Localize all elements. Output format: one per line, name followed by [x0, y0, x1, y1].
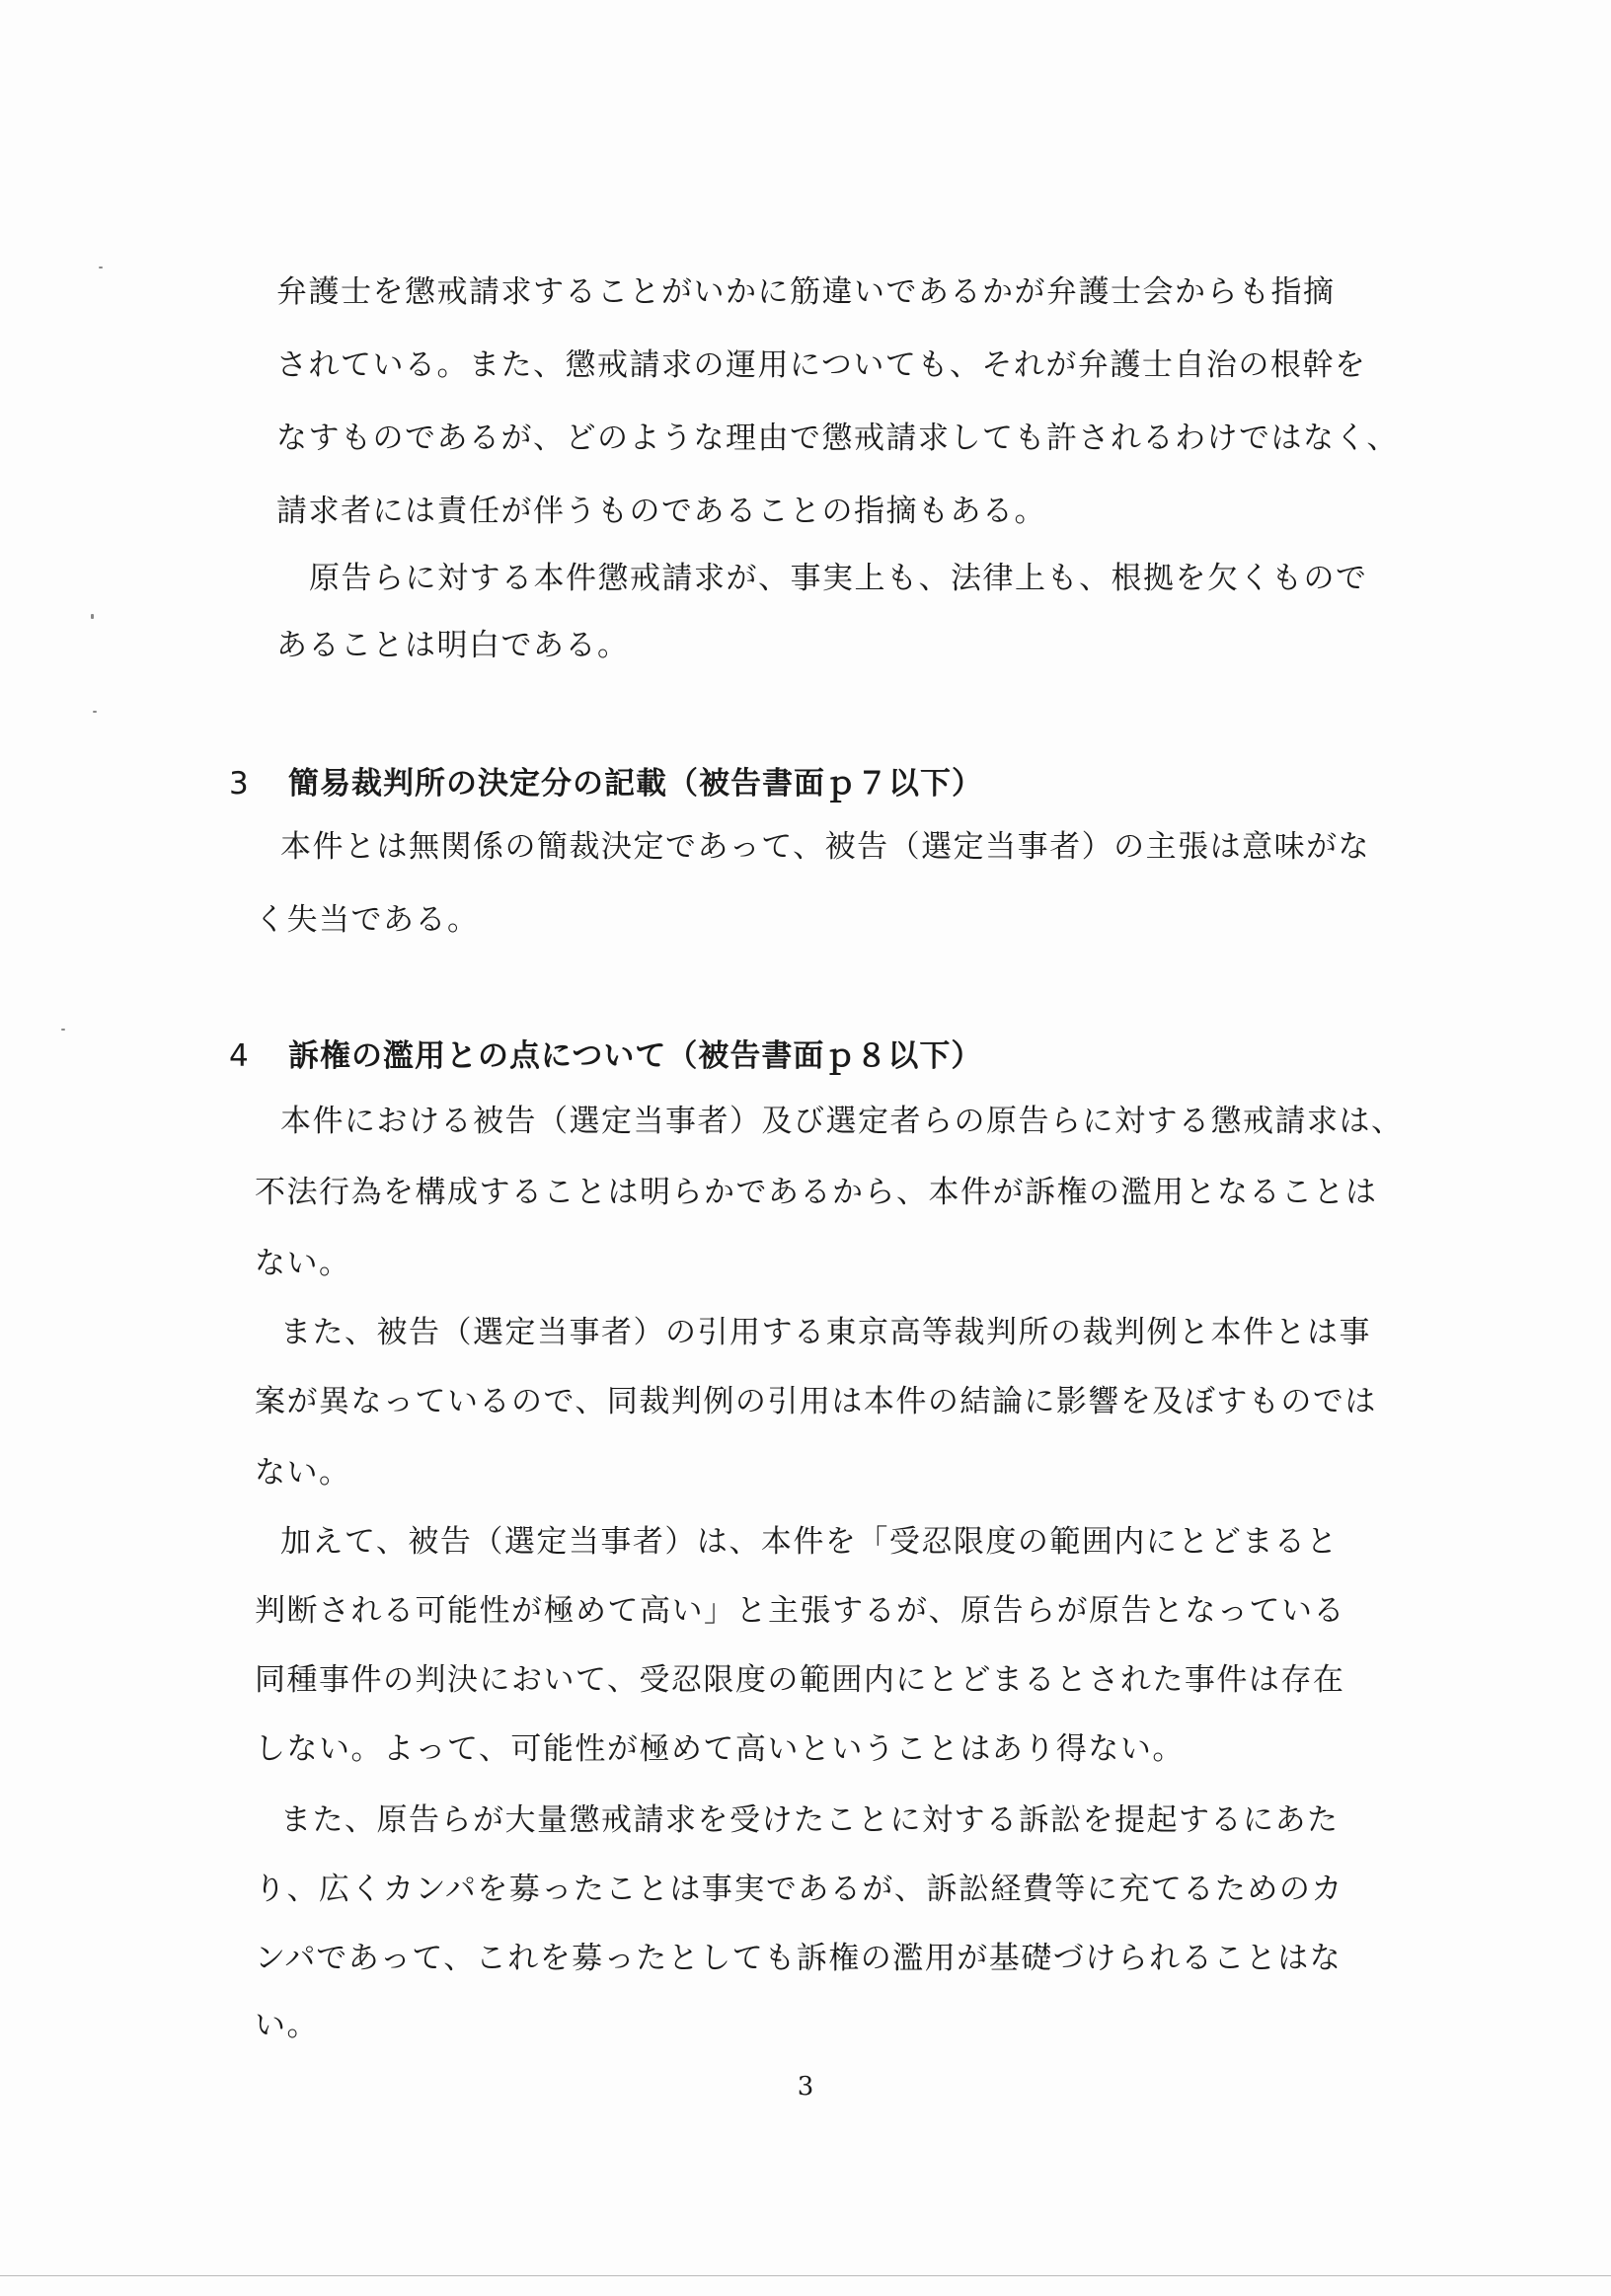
section-number: 3	[229, 766, 250, 802]
text-line: 本件における被告（選定当事者）及び選定者らの原告らに対する懲戒請求は、	[280, 1104, 1404, 1139]
text-line: 弁護士を懲戒請求することがいかに筋違いであるかが弁護士会からも指摘	[276, 274, 1336, 310]
text-line: 本件とは無関係の簡裁決定であって、被告（選定当事者）の主張は意味がな	[280, 829, 1371, 865]
text-line: 判断される可能性が極めて高い」と主張するが、原告らが原告となっている	[255, 1593, 1345, 1629]
section-heading	[229, 1036, 982, 1076]
text-line: あることは明白である。	[276, 628, 630, 663]
text-line: 同種事件の判決において、受忍限度の範囲内にとどまるとされた事件は存在	[255, 1662, 1345, 1698]
text-line: されている。また、懲戒請求の運用についても、それが弁護士自治の根幹を	[276, 347, 1367, 383]
text-line: 加えて、被告（選定当事者）は、本件を「受忍限度の範囲内にとどまると	[280, 1524, 1339, 1560]
text-line: 原告らに対する本件懲戒請求が、事実上も、法律上も、根拠を欠くもので	[309, 561, 1368, 596]
scan-speck	[61, 1029, 65, 1031]
text-line: ない。	[255, 1455, 351, 1491]
text-line: い。	[255, 2008, 319, 2043]
page-number: 3	[797, 2072, 814, 2102]
text-line: なすものであるが、どのような理由で懲戒請求しても許されるわけではなく、	[276, 421, 1399, 456]
scan-speck	[93, 711, 97, 713]
section-title: 簡易裁判所の決定分の記載（被告書面ｐ７以下）	[288, 766, 983, 802]
scan-speck	[91, 614, 94, 619]
section-title: 訴権の濫用との点について（被告書面ｐ８以下）	[288, 1038, 983, 1074]
section-number: 4	[229, 1038, 250, 1074]
text-line: しない。よって、可能性が極めて高いということはあり得ない。	[255, 1731, 1185, 1767]
text-line: く失当である。	[255, 902, 480, 938]
text-line: り、広くカンパを募ったことは事実であるが、訴訟経費等に充てるためのカ	[255, 1872, 1343, 1907]
scan-speck	[99, 267, 103, 268]
text-line: 案が異なっているので、同裁判例の引用は本件の結論に影響を及ぼすものでは	[255, 1384, 1377, 1419]
text-line: ない。	[255, 1246, 351, 1281]
text-line: 請求者には責任が伴うものであることの指摘もある。	[276, 494, 1046, 529]
text-line: また、被告（選定当事者）の引用する東京高等裁判所の裁判例と本件とは事	[280, 1315, 1371, 1350]
scan-edge	[0, 2275, 1611, 2276]
text-line: ンパであって、これを募ったとしても訴権の濫用が基礎づけられることはな	[255, 1941, 1342, 1976]
text-line: また、原告らが大量懲戒請求を受けたことに対する訴訟を提起するにあた	[280, 1802, 1340, 1838]
section-heading	[229, 764, 983, 804]
text-line: 不法行為を構成することは明らかであるから、本件が訴権の濫用となることは	[255, 1175, 1378, 1210]
